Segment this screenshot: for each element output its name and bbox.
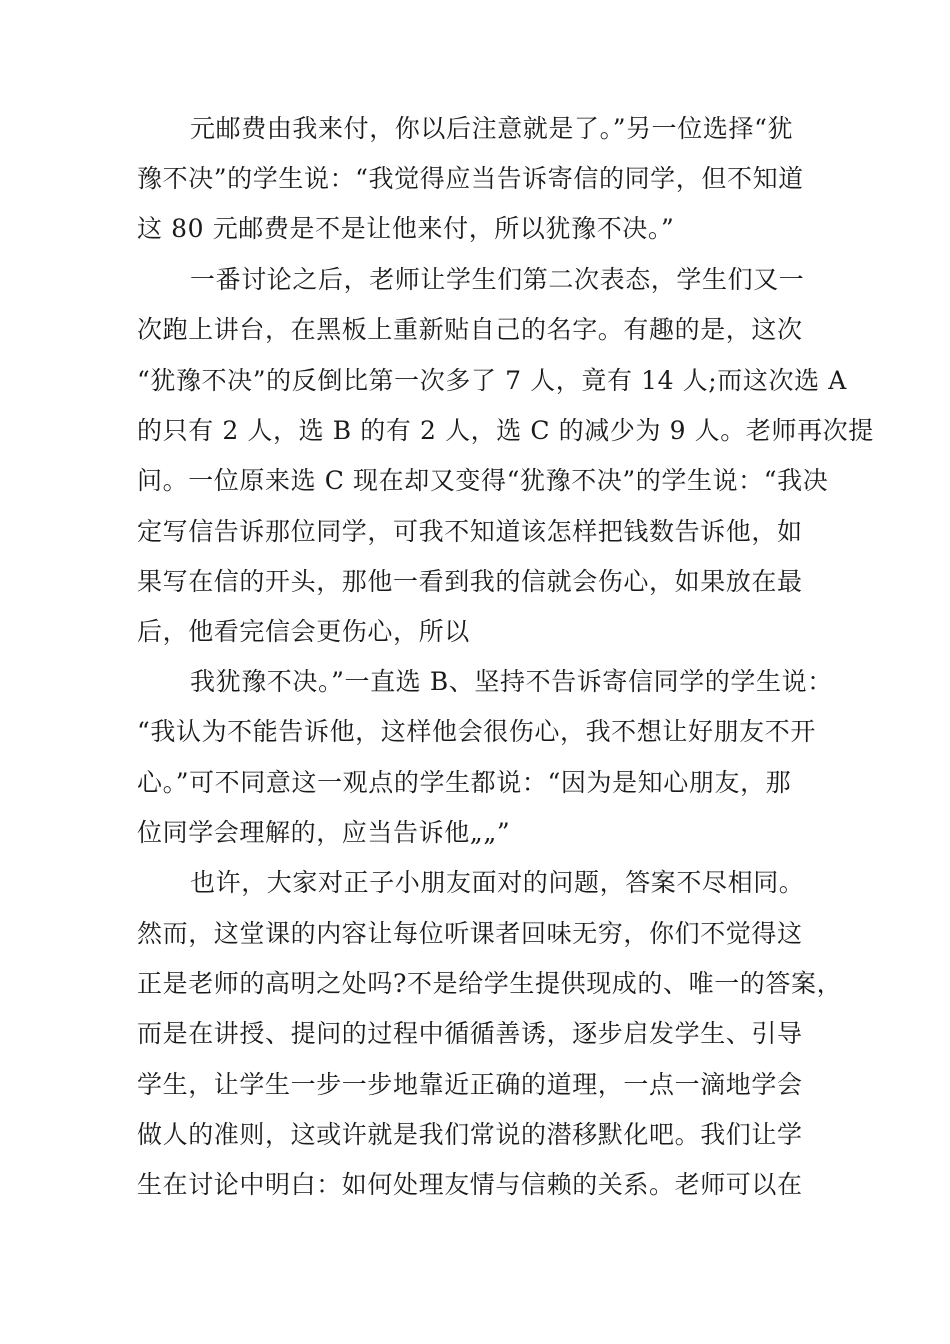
text-line: 问。一位原来选 C 现在却又变得“犹豫不决”的学生说：“我决 [137,466,829,495]
text-line: 一番讨论之后，老师让学生们第二次表态，学生们又一 [190,265,805,294]
text-line: “犹豫不决”的反倒比第一次多了 7 人，竟有 14 人;而这次选 A [137,366,847,395]
text-line: 次跑上讲台，在黑板上重新贴自己的名字。有趣的是，这次 [137,315,803,344]
text-line: 的只有 2 人，选 B 的有 2 人，选 C 的减少为 9 人。老师再次提 [137,416,874,445]
text-line: 正是老师的高明之处吗?不是给学生提供现成的、唯一的答案， [137,969,843,998]
text-line: 果写在信的开头，那他一看到我的信就会伤心，如果放在最 [137,567,803,596]
text-line: “我认为不能告诉他，这样他会很伤心，我不想让好朋友不开 [137,717,816,746]
text-line: 然而，这堂课的内容让每位听课者回味无穷，你们不觉得这 [137,919,803,948]
text-line: 生在讨论中明白：如何处理友情与信赖的关系。老师可以在 [137,1170,803,1199]
text-line: 做人的准则，这或许就是我们常说的潜移默化吧。我们让学 [137,1120,803,1149]
text-line: 我犹豫不决。”一直选 B、坚持不告诉寄信同学的学生说： [190,667,833,696]
text-line: 心。”可不同意这一观点的学生都说：“因为是知心朋友，那 [137,768,792,797]
text-line: 后，他看完信会更伤心，所以 [137,617,470,646]
text-line: 也许，大家对正子小朋友面对的问题，答案不尽相同。 [190,868,805,897]
text-line: 这 80 元邮费是不是让他来付，所以犹豫不决。” [137,214,675,243]
text-line: 豫不决”的学生说：“我觉得应当告诉寄信的同学，但不知道 [137,164,804,193]
text-line: 元邮费由我来付，你以后注意就是了。”另一位选择“犹 [190,114,794,143]
text-line: 位同学会理解的，应当告诉他„„” [137,818,511,847]
text-line: 定写信告诉那位同学，可我不知道该怎样把钱数告诉他，如 [137,517,803,546]
text-line: 而是在讲授、提问的过程中循循善诱，逐步启发学生、引导 [137,1019,803,1048]
text-line: 学生，让学生一步一步地靠近正确的道理，一点一滴地学会 [137,1070,803,1099]
